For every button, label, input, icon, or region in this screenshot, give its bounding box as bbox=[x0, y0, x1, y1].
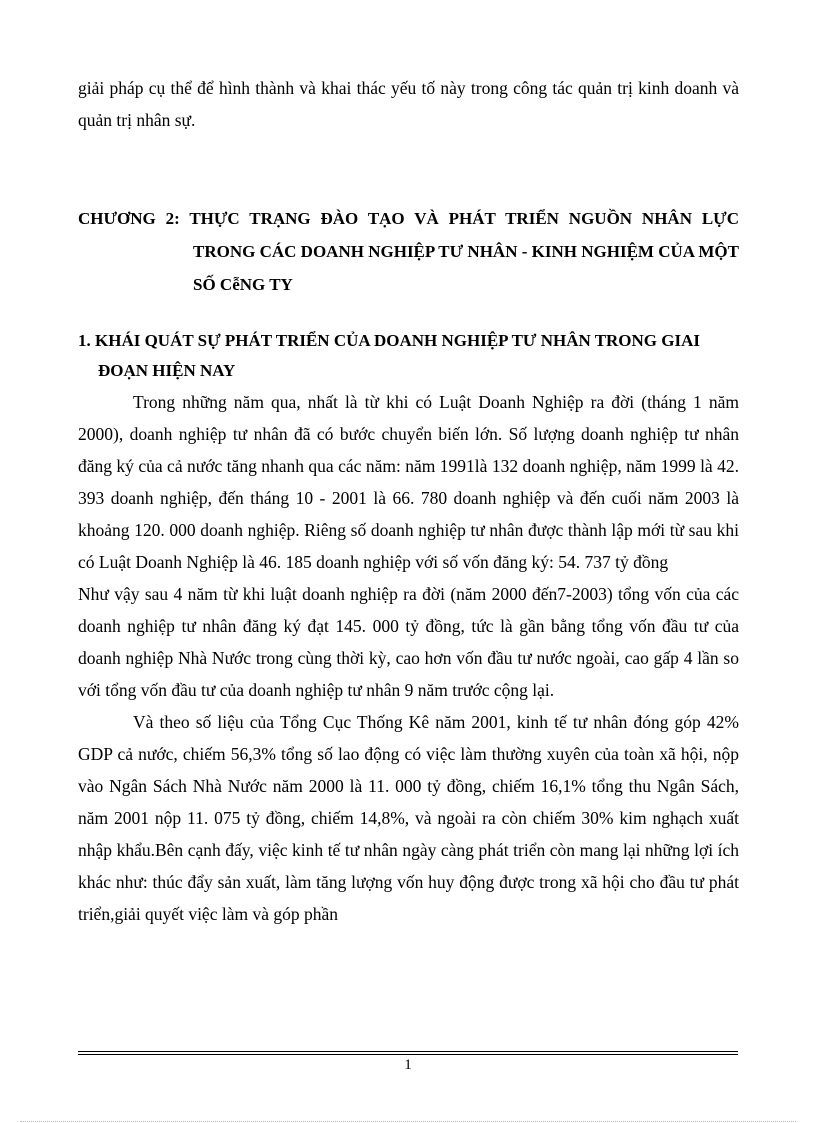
section-heading: 1. KHÁI QUÁT SỰ PHÁT TRIỂN CỦA DOANH NGHIỆP TƯ NHÂN TRONG GIAI ĐOẠN HIỆN NAY bbox=[78, 331, 701, 380]
body-paragraph-3: Và theo số liệu của Tổng Cục Thống Kê năm 2001, kinh tế tư nhân đóng góp 42% GDP cả nước, chiếm 56,3% tổng số lao động có việc làm thường xuyên của toàn xã hội, nộp vào Ngân Sách Nhà Nước năm 2000 là 11. 000 tỷ đồng, chiếm 16,1% tổng thu Ngân Sách, năm 2001 nộp 11. 075 tỷ đồng, chiếm 14,8%, và ngoài ra còn chiếm 30% kim nghạch xuất nhập khẩu.Bên cạnh đấy, việc kinh tế tư nhân ngày càng phát triển còn mang lại những lợi ích khác như: thúc đẩy sản xuất, làm tăng lượng vốn huy động được trong xã hội cho đầu tư phát triển,giải quyết việc làm và góp phần bbox=[78, 712, 739, 924]
intro-paragraph: giải pháp cụ thể để hình thành và khai thác yếu tố này trong công tác quản trị kinh doanh và quản trị nhân sự. bbox=[78, 78, 739, 130]
page-number: 1 bbox=[404, 1057, 412, 1073]
page-bottom-edge bbox=[20, 1121, 796, 1122]
footer-divider bbox=[78, 1051, 738, 1052]
document-page bbox=[78, 72, 739, 930]
body-paragraph-2: Như vậy sau 4 năm từ khi luật doanh nghiệp ra đời (năm 2000 đến7-2003) tổng vốn của các doanh nghiệp tư nhân đăng ký đạt 145. 000 tỷ đồng, tức là gần bằng tổng vốn đầu tư của doanh nghiệp Nhà Nước trong cùng thời kỳ, cao hơn vốn đầu tư nước ngoài, cao gấp 4 lần so với tổng vốn đầu tư của doanh nghiệp tư nhân 9 năm trước cộng lại. bbox=[78, 584, 739, 700]
chapter-heading: CHƯƠNG 2: THỰC TRẠNG ĐÀO TẠO VÀ PHÁT TRIỂN NGUỒN NHÂN LỰC TRONG CÁC DOANH NGHIỆP TƯ NHÂN - KINH NGHIỆM CỦA MỘT SỐ CễNG TY bbox=[78, 209, 739, 294]
body-paragraph-1: Trong những năm qua, nhất là từ khi có Luật Doanh Nghiệp ra đời (tháng 1 năm 2000), doanh nghiệp tư nhân đã có bước chuyển biến lớn. Số lượng doanh nghiệp tư nhân đăng ký của cả nước tăng nhanh qua các năm: năm 1991là 132 doanh nghiệp, năm 1999 là 42. 393 doanh nghiệp, đến tháng 10 - 2001 là 66. 780 doanh nghiệp và đến cuối năm 2003 là khoảng 120. 000 doanh nghiệp. Riêng số doanh nghiệp tư nhân được thành lập mới từ sau khi có Luật Doanh Nghiệp là 46. 185 doanh nghiệp với số vốn đăng ký: 54. 737 tỷ đồng bbox=[78, 392, 739, 572]
